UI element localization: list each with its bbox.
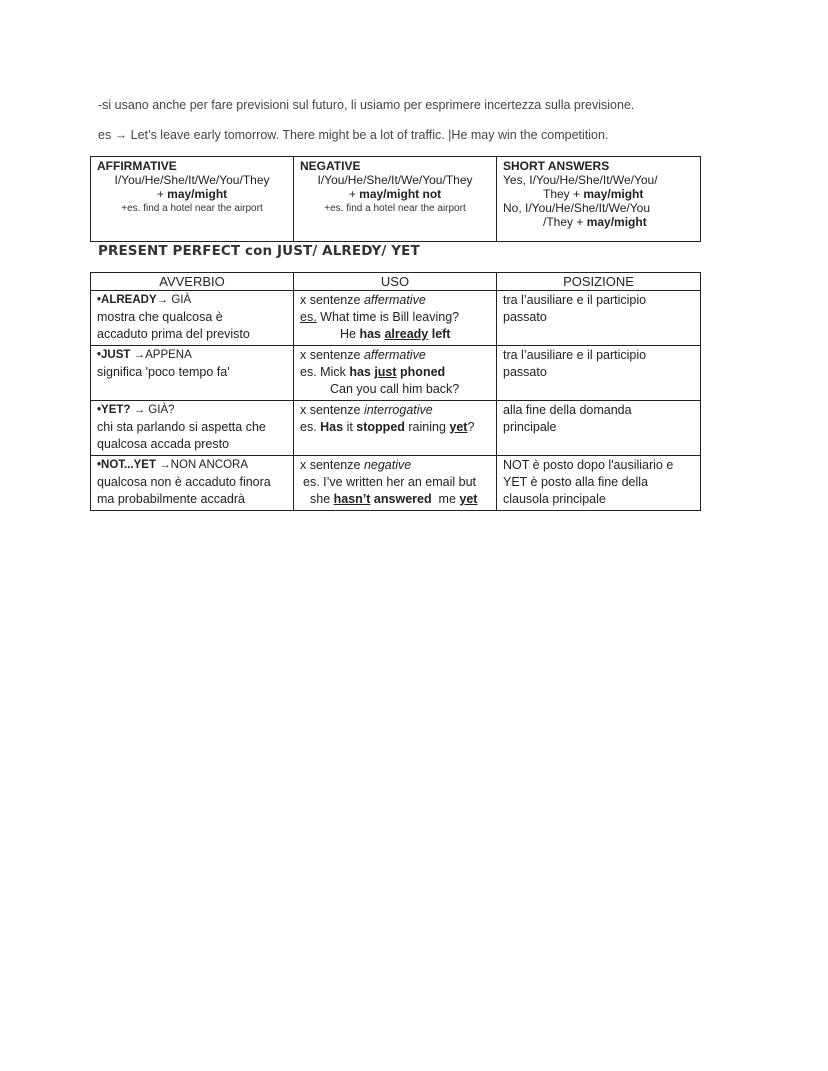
use-type: affermative <box>363 348 426 362</box>
negative-subjects: I/You/He/She/It/We/You/They <box>317 173 473 187</box>
use-line <box>300 457 490 474</box>
use-type: interrogative <box>363 403 433 417</box>
position-cell <box>497 346 701 401</box>
adverb-keyword: •YET? <box>97 404 131 416</box>
position-cell <box>497 291 701 346</box>
meaning-line: significa 'poco tempo fa' <box>97 365 230 379</box>
use-line <box>300 402 490 419</box>
no-line-2 <box>503 215 694 229</box>
example-text: left <box>428 327 451 341</box>
example-text: already <box>384 327 429 341</box>
position-line: principale <box>503 420 557 434</box>
example-text: ? <box>467 420 475 434</box>
meaning-line: accaduto prima del previsto <box>97 327 250 341</box>
no-line-1: No, I/You/He/She/It/We/You <box>503 201 650 215</box>
adverb-keyword: •NOT...YET <box>97 459 156 471</box>
example-line <box>300 309 490 326</box>
position-line: YET è posto alla fine della <box>503 475 649 489</box>
use-type: affermative <box>363 293 426 307</box>
affirmative-form-line <box>97 187 287 201</box>
example-text: phoned <box>396 365 446 379</box>
adverb-keyword: •ALREADY <box>97 294 157 306</box>
example-line <box>300 491 490 508</box>
table-row <box>91 346 701 401</box>
table-row <box>91 291 701 346</box>
example-text: hasn’t <box>333 492 371 506</box>
modal-verbs-table <box>90 156 701 242</box>
position-line: tra l’ausiliare e il participio <box>503 293 647 307</box>
adverb-cell <box>91 456 294 511</box>
use-prefix: x sentenze <box>300 458 364 472</box>
position-line: alla fine della domanda <box>503 403 632 417</box>
meaning-line: ma probabilmente accadrà <box>97 492 245 506</box>
adverb-translation: → GIÀ? <box>130 404 175 416</box>
use-prefix: x sentenze <box>300 293 364 307</box>
section-title: PRESENT PERFECT con JUST/ ALREDY/ YET <box>98 243 420 259</box>
negative-form: may/might not <box>359 187 442 201</box>
example-text: raining <box>404 420 450 434</box>
yes-line-2-prefix: They + <box>543 187 584 201</box>
negative-cell <box>294 157 497 242</box>
example-text: yet <box>449 420 468 434</box>
adverb-cell <box>91 346 294 401</box>
example-text: has <box>349 365 375 379</box>
example-line <box>300 419 490 436</box>
example-text: it <box>343 420 357 434</box>
table-row <box>91 157 701 242</box>
yes-line-2 <box>503 187 694 201</box>
example-text: yet <box>459 492 478 506</box>
affirmative-example: +es. find a hotel near the airport <box>121 203 263 214</box>
example-line <box>300 326 490 343</box>
use-prefix: x sentenze <box>300 403 364 417</box>
use-cell <box>294 291 497 346</box>
use-cell <box>294 456 497 511</box>
position-cell <box>497 401 701 456</box>
adverb-cell <box>91 291 294 346</box>
example-text: me <box>431 492 460 506</box>
example-line: es. I’ve written her an email but <box>303 475 476 489</box>
intro-line-2: es → Let’s leave early tomorrow. There might be a lot of traffic. |He may win the competition. <box>98 128 609 142</box>
affirmative-cell <box>91 157 294 242</box>
negative-form-prefix: + <box>348 187 360 201</box>
use-cell <box>294 346 497 401</box>
meaning-line: qualcosa non è accaduto finora <box>97 475 271 489</box>
table-row <box>91 456 701 511</box>
affirmative-form-prefix: + <box>156 187 168 201</box>
position-line: tra l’ausiliare e il participio <box>503 348 647 362</box>
header-row <box>91 273 701 291</box>
example-text: she <box>310 492 334 506</box>
adverb-title <box>97 292 287 309</box>
column-header-avverbio: AVVERBIO <box>91 273 294 291</box>
example-text: es. <box>300 420 321 434</box>
example-text: What time is Bill leaving? <box>316 310 460 324</box>
negative-form-line <box>300 187 490 201</box>
position-line: passato <box>503 365 547 379</box>
position-line: clausola principale <box>503 492 606 506</box>
meaning-line: qualcosa accada presto <box>97 437 230 451</box>
yes-form: may/might <box>583 187 644 201</box>
affirmative-subjects: I/You/He/She/It/We/You/They <box>114 173 270 187</box>
adverb-keyword: •JUST <box>97 349 131 361</box>
use-line <box>300 292 490 309</box>
position-line: passato <box>503 310 547 324</box>
adverb-cell <box>91 401 294 456</box>
use-type: negative <box>363 458 412 472</box>
position-cell <box>497 456 701 511</box>
example-text: stopped <box>356 420 405 434</box>
example-marker: es. <box>300 310 317 324</box>
use-prefix: x sentenze <box>300 348 364 362</box>
column-header-uso: USO <box>294 273 497 291</box>
adverb-title <box>97 457 287 474</box>
meaning-line: chi sta parlando si aspetta che <box>97 420 266 434</box>
column-header-posizione: POSIZIONE <box>497 273 701 291</box>
example-text: es. Mick <box>300 365 350 379</box>
adverb-table <box>90 272 701 511</box>
use-line <box>300 347 490 364</box>
table-row <box>91 401 701 456</box>
yes-line-1: Yes, I/You/He/She/It/We/You/ <box>503 173 658 187</box>
example-text: He <box>340 327 360 341</box>
example-text: Has <box>320 420 344 434</box>
no-form: may/might <box>586 215 647 229</box>
use-cell <box>294 401 497 456</box>
short-answers-cell <box>497 157 701 242</box>
adverb-translation: → GIÀ <box>156 294 192 306</box>
adverb-translation: →NON ANCORA <box>155 459 248 471</box>
adverb-title <box>97 347 287 364</box>
example-line <box>300 364 490 381</box>
example-text: has <box>359 327 385 341</box>
meaning-line: mostra che qualcosa è <box>97 310 223 324</box>
affirmative-header: AFFIRMATIVE <box>97 159 177 173</box>
example-text: just <box>374 365 397 379</box>
adverb-title <box>97 402 287 419</box>
negative-example: +es. find a hotel near the airport <box>324 203 466 214</box>
no-line-2-prefix: /They + <box>543 215 587 229</box>
negative-header: NEGATIVE <box>300 159 361 173</box>
adverb-translation: →APPENA <box>130 349 192 361</box>
example-line: Can you call him back? <box>330 382 460 396</box>
example-text: answered <box>370 492 432 506</box>
affirmative-form: may/might <box>167 187 228 201</box>
short-answers-header: SHORT ANSWERS <box>503 159 610 173</box>
position-line: NOT è posto dopo l'ausiliario e <box>503 458 674 472</box>
intro-line-1: -si usano anche per fare previsioni sul futuro, li usiamo per esprimere incertezza sulla previsione. <box>98 98 635 112</box>
